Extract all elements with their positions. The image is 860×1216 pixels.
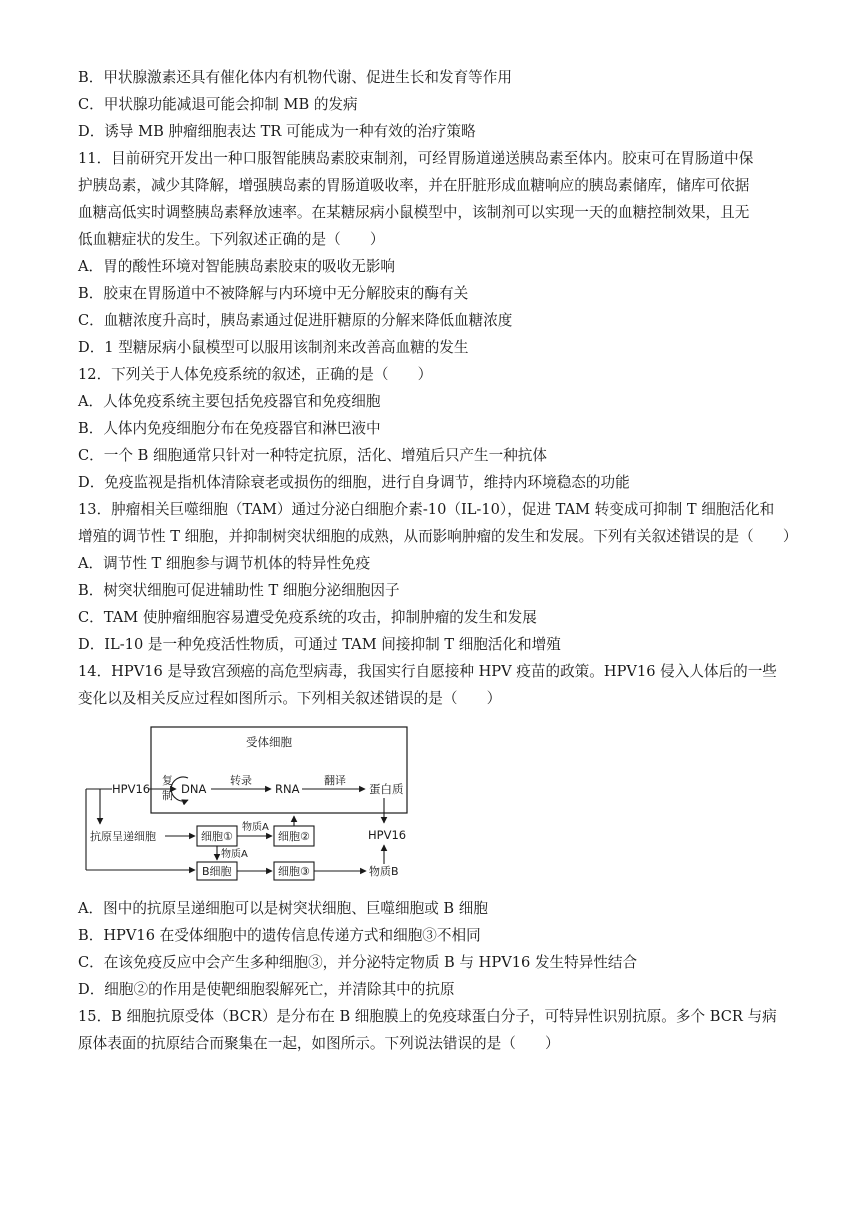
q10-option-d: D．诱导 MB 肿瘤细胞表达 TR 可能成为一种有效的治疗策略 [78,123,476,140]
substance-a-label-2: 物质A [221,849,248,860]
rna-label: RNA [275,782,300,796]
q10-option-b: B．甲状腺激素还具有催化体内有机物代谢、促进生长和发育等作用 [78,69,512,86]
q13-option-c: C．TAM 使肿瘤细胞容易遭受免疫系统的攻击，抑制肿瘤的发生和发展 [78,609,537,626]
q12-stem: 12．下列关于人体免疫系统的叙述，正确的是（ ） [78,366,433,383]
q14-option-c: C．在该免疫反应中会产生多种细胞③，并分泌特定物质 B 与 HPV16 发生特异性结合 [78,954,638,971]
q11-stem-line: 11．目前研究开发出一种口服智能胰岛素胶束制剂，可经胃肠道递送胰岛素至体内。胶束可在胃肠道中保 [78,150,754,167]
substance-a-label-1: 物质A [242,822,269,833]
translation-label: 翻译 [324,774,346,787]
q12-option-d: D．免疫监视是指机体清除衰老或损伤的细胞，进行自身调节，维持内环境稳态的功能 [78,474,630,491]
cell1-label: 细胞① [201,830,233,843]
cell2-label: 细胞② [278,830,310,843]
q13-option-d: D．IL-10 是一种免疫活性物质，可通过 TAM 间接抑制 T 细胞活化和增殖 [78,636,561,653]
q15-stem-line: 原体表面的抗原结合而聚集在一起，如图所示。下列说法错误的是（ ） [78,1035,560,1052]
q11-stem-line: 低血糖症状的发生。下列叙述正确的是（ ） [78,231,385,248]
replicate-label-2: 制 [162,789,173,802]
q11-option-c: C．血糖浓度升高时，胰岛素通过促进肝糖原的分解来降低血糖浓度 [78,312,513,329]
b-cell-label: B细胞 [202,865,232,878]
q11-stem-line: 护胰岛素，减少其降解，增强胰岛素的胃肠道吸收率，并在肝脏形成血糖响应的胰岛素储库，储库可依据 [78,177,750,194]
replicate-label-1: 复 [162,774,173,787]
q11-option-b: B．胶束在胃肠道中不被降解与内环境中无分解胶束的酶有关 [78,285,469,302]
q10-option-c: C．甲状腺功能减退可能会抑制 MB 的发病 [78,96,358,113]
q11-option-a: A．胃的酸性环境对智能胰岛素胶束的吸收无影响 [78,258,396,275]
receptor-cell-label: 受体细胞 [246,735,292,749]
q11-stem-line: 血糖高低实时调整胰岛素释放速率。在某糖尿病小鼠模型中，该制剂可以实现一天的血糖控制效果，且无 [78,204,750,221]
q13-stem-line: 13．肿瘤相关巨噬细胞（TAM）通过分泌白细胞介素-10（IL-10），促进 TAM 转变成可抑制 T 细胞活化和 [78,501,775,518]
hpv16-label: HPV16 [112,782,151,796]
q12-option-c: C．一个 B 细胞通常只针对一种特定抗原，活化、增殖后只产生一种抗体 [78,447,547,464]
q14-stem-line: 变化以及相关反应过程如图所示。下列相关叙述错误的是（ ） [78,690,502,707]
dna-label: DNA [181,782,207,796]
q11-option-d: D．1 型糖尿病小鼠模型可以服用该制剂来改善高血糖的发生 [78,339,469,356]
q14-option-b: B．HPV16 在受体细胞中的遗传信息传递方式和细胞③不相同 [78,927,481,944]
apc-label: 抗原呈递细胞 [90,830,156,843]
q12-option-a: A．人体免疫系统主要包括免疫器官和免疫细胞 [78,393,381,410]
hpv16-lower-label: HPV16 [368,828,407,842]
q13-option-b: B．树突状细胞可促进辅助性 T 细胞分泌细胞因子 [78,582,400,599]
q14-option-a: A．图中的抗原呈递细胞可以是树突状细胞、巨噬细胞或 B 细胞 [78,900,488,917]
q12-option-b: B．人体内免疫细胞分布在免疫器官和淋巴液中 [78,420,381,437]
protein-label: 蛋白质 [369,782,404,796]
transcription-label: 转录 [230,774,252,787]
q13-option-a: A．调节性 T 细胞参与调节机体的特异性免疫 [78,555,371,572]
q15-stem-line: 15．B 细胞抗原受体（BCR）是分布在 B 细胞膜上的免疫球蛋白分子，可特异性识别抗原。多个 BCR 与病 [78,1008,777,1025]
cell3-label: 细胞③ [278,865,310,878]
q14-option-d: D．细胞②的作用是使靶细胞裂解死亡，并清除其中的抗原 [78,981,455,998]
hpv16-immune-diagram [78,722,418,890]
substance-b-label: 物质B [369,865,399,878]
q13-stem-line: 增殖的调节性 T 细胞，并抑制树突状细胞的成熟，从而影响肿瘤的发生和发展。下列有关叙述错误的是（ ） [78,528,798,545]
q14-stem-line: 14．HPV16 是导致宫颈癌的高危型病毒，我国实行自愿接种 HPV 疫苗的政策。HPV16 侵入人体后的一些 [78,663,777,680]
